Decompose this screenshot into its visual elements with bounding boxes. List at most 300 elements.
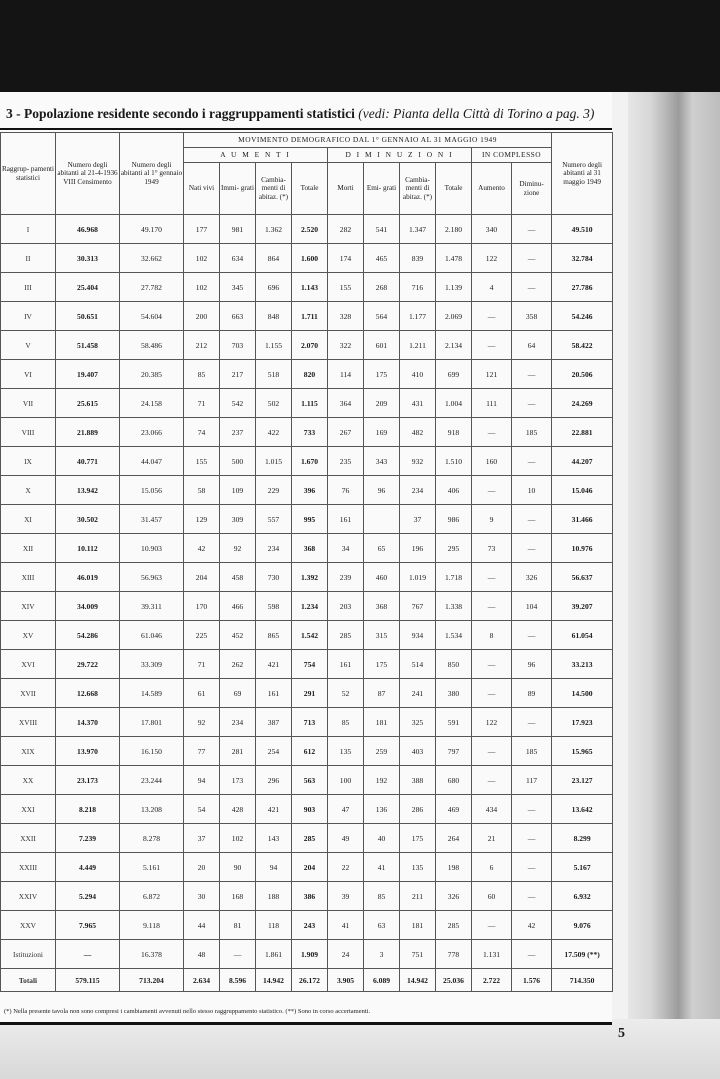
cell-aum: —: [472, 331, 512, 360]
cell-cin: 118: [256, 911, 292, 940]
cell-tin: 1.234: [292, 592, 328, 621]
cell-tout: 1.510: [436, 447, 472, 476]
cell-aum: 60: [472, 882, 512, 911]
cell-nati: 42: [184, 534, 220, 563]
cell-tin: 285: [292, 824, 328, 853]
cell-tin: 291: [292, 679, 328, 708]
cell-morti: 203: [328, 592, 364, 621]
cell-immi: —: [220, 940, 256, 969]
cell-tin: 1.909: [292, 940, 328, 969]
header-total-out: Totale: [436, 163, 472, 215]
cell-immi: 542: [220, 389, 256, 418]
cell-nati: 77: [184, 737, 220, 766]
cell-aum: 4: [472, 273, 512, 302]
cell-morti: 49: [328, 824, 364, 853]
table-row: [1, 737, 613, 766]
cell-cin: 1.015: [256, 447, 292, 476]
cell-p36: 14.370: [56, 708, 120, 737]
header-increase: Aumento: [472, 163, 512, 215]
cell-pend: 20.506: [552, 360, 613, 389]
cell-area: Istituzioni: [1, 940, 56, 969]
table-row: [1, 505, 613, 534]
cell-area: XVIII: [1, 708, 56, 737]
cell-area: XI: [1, 505, 56, 534]
cell-p36: 46.968: [56, 215, 120, 244]
cell-tin: 563: [292, 766, 328, 795]
cell-dim: 1.576: [512, 969, 552, 992]
cell-immi: 281: [220, 737, 256, 766]
cell-pend: 15.046: [552, 476, 613, 505]
cell-aum: 2.722: [472, 969, 512, 992]
cell-cin: 1.362: [256, 215, 292, 244]
cell-pend: 14.500: [552, 679, 613, 708]
cell-tout: 326: [436, 882, 472, 911]
cell-area: I: [1, 215, 56, 244]
cell-p36: 50.651: [56, 302, 120, 331]
cell-dim: 104: [512, 592, 552, 621]
cell-morti: 135: [328, 737, 364, 766]
header-total-in: Totale: [292, 163, 328, 215]
cell-nati: 58: [184, 476, 220, 505]
header-deaths: Morti: [328, 163, 364, 215]
cell-morti: 364: [328, 389, 364, 418]
cell-pend: 8.299: [552, 824, 613, 853]
cell-tout: 2.069: [436, 302, 472, 331]
cell-emi: 175: [364, 360, 400, 389]
cell-area: XXIII: [1, 853, 56, 882]
cell-emi: 259: [364, 737, 400, 766]
cell-cout: 1.211: [400, 331, 436, 360]
title-rule: [0, 128, 612, 130]
cell-immi: 8.596: [220, 969, 256, 992]
cell-nati: 37: [184, 824, 220, 853]
cell-tin: 612: [292, 737, 328, 766]
cell-pend: 27.786: [552, 273, 613, 302]
cell-pend: 5.167: [552, 853, 613, 882]
cell-tout: 680: [436, 766, 472, 795]
header-changes-out: Cambia- menti di abitaz. (*): [400, 163, 436, 215]
cell-dim: —: [512, 273, 552, 302]
cell-nati: 129: [184, 505, 220, 534]
cell-pend: 6.932: [552, 882, 613, 911]
cell-morti: 328: [328, 302, 364, 331]
cell-p36: 25.404: [56, 273, 120, 302]
cell-dim: 64: [512, 331, 552, 360]
cell-emi: 368: [364, 592, 400, 621]
cell-emi: 63: [364, 911, 400, 940]
cell-tout: 1.004: [436, 389, 472, 418]
cell-tin: 386: [292, 882, 328, 911]
cell-p49: 23.244: [120, 766, 184, 795]
cell-cout: 196: [400, 534, 436, 563]
cell-area: IV: [1, 302, 56, 331]
cell-tin: 820: [292, 360, 328, 389]
cell-morti: 41: [328, 911, 364, 940]
cell-tin: 995: [292, 505, 328, 534]
cell-morti: 85: [328, 708, 364, 737]
cell-tout: 1.139: [436, 273, 472, 302]
cell-nati: 30: [184, 882, 220, 911]
cell-emi: 3: [364, 940, 400, 969]
cell-p49: 44.047: [120, 447, 184, 476]
cell-immi: 69: [220, 679, 256, 708]
cell-p36: —: [56, 940, 120, 969]
cell-p36: 30.502: [56, 505, 120, 534]
cell-immi: 234: [220, 708, 256, 737]
cell-p36: 12.668: [56, 679, 120, 708]
cell-p36: 23.173: [56, 766, 120, 795]
cell-emi: 192: [364, 766, 400, 795]
table-row: [1, 447, 613, 476]
cell-p36: 5.294: [56, 882, 120, 911]
cell-pend: 32.784: [552, 244, 613, 273]
table-row: [1, 215, 613, 244]
cell-p36: 51.458: [56, 331, 120, 360]
cell-p36: 7.239: [56, 824, 120, 853]
cell-dim: —: [512, 621, 552, 650]
cell-dim: —: [512, 505, 552, 534]
cell-p49: 56.963: [120, 563, 184, 592]
cell-p36: 29.722: [56, 650, 120, 679]
cell-pend: 22.881: [552, 418, 613, 447]
cell-area: XIII: [1, 563, 56, 592]
cell-aum: 9: [472, 505, 512, 534]
cell-p36: 4.449: [56, 853, 120, 882]
cell-tout: 285: [436, 911, 472, 940]
cell-nati: 170: [184, 592, 220, 621]
cell-nati: 48: [184, 940, 220, 969]
cell-immi: 217: [220, 360, 256, 389]
cell-cout: 286: [400, 795, 436, 824]
cell-tin: 2.520: [292, 215, 328, 244]
cell-emi: 96: [364, 476, 400, 505]
cell-morti: 239: [328, 563, 364, 592]
cell-p49: 6.872: [120, 882, 184, 911]
cell-morti: 3.905: [328, 969, 364, 992]
cell-area: XIX: [1, 737, 56, 766]
header-pop-1949: Numero degli abitanti al 1° gennaio 1949: [120, 133, 184, 215]
cell-cin: 864: [256, 244, 292, 273]
cell-pend: 39.207: [552, 592, 613, 621]
header-increases: A U M E N T I: [184, 148, 328, 163]
cell-morti: 161: [328, 505, 364, 534]
cell-p49: 24.158: [120, 389, 184, 418]
table-row: [1, 534, 613, 563]
cell-p49: 49.170: [120, 215, 184, 244]
header-movement: MOVIMENTO DEMOGRAFICO DAL 1° GENNAIO AL 31 MAGGIO 1949: [184, 133, 552, 148]
cell-morti: 155: [328, 273, 364, 302]
cell-emi: 601: [364, 331, 400, 360]
table-row: [1, 621, 613, 650]
cell-dim: 358: [512, 302, 552, 331]
cell-p36: 34.009: [56, 592, 120, 621]
cell-cin: 143: [256, 824, 292, 853]
cell-tout: 380: [436, 679, 472, 708]
cell-tout: 25.036: [436, 969, 472, 992]
cell-p36: 579.115: [56, 969, 120, 992]
table-row: [1, 476, 613, 505]
cell-emi: [364, 505, 400, 534]
cell-aum: —: [472, 650, 512, 679]
cell-area: IX: [1, 447, 56, 476]
cell-cout: 1.347: [400, 215, 436, 244]
cell-area: XXV: [1, 911, 56, 940]
scan-page-edge: [628, 92, 720, 1079]
cell-cin: 234: [256, 534, 292, 563]
cell-pend: 15.965: [552, 737, 613, 766]
cell-nati: 2.634: [184, 969, 220, 992]
cell-p49: 20.385: [120, 360, 184, 389]
cell-pend: 58.422: [552, 331, 613, 360]
cell-cin: 254: [256, 737, 292, 766]
cell-tin: 26.172: [292, 969, 328, 992]
cell-pend: 13.642: [552, 795, 613, 824]
cell-morti: 114: [328, 360, 364, 389]
cell-pend: 714.350: [552, 969, 613, 992]
cell-cout: 403: [400, 737, 436, 766]
cell-tin: 754: [292, 650, 328, 679]
document-page: [0, 92, 612, 1025]
totals-row: [1, 969, 613, 992]
header-area: Raggrup- pamenti statistici: [1, 133, 56, 215]
cell-cout: 767: [400, 592, 436, 621]
cell-cin: 696: [256, 273, 292, 302]
cell-morti: 39: [328, 882, 364, 911]
cell-tin: 733: [292, 418, 328, 447]
cell-dim: 117: [512, 766, 552, 795]
cell-area: XV: [1, 621, 56, 650]
cell-immi: 90: [220, 853, 256, 882]
cell-cin: 229: [256, 476, 292, 505]
cell-p49: 17.801: [120, 708, 184, 737]
cell-pend: 49.510: [552, 215, 613, 244]
cell-cout: 431: [400, 389, 436, 418]
table-row: [1, 882, 613, 911]
cell-immi: 458: [220, 563, 256, 592]
cell-morti: 47: [328, 795, 364, 824]
table-row: [1, 766, 613, 795]
cell-pend: 54.246: [552, 302, 613, 331]
cell-cout: 135: [400, 853, 436, 882]
cell-emi: 315: [364, 621, 400, 650]
cell-dim: —: [512, 215, 552, 244]
cell-aum: 21: [472, 824, 512, 853]
table-row: [1, 360, 613, 389]
cell-cout: 934: [400, 621, 436, 650]
table-row: [1, 795, 613, 824]
cell-emi: 564: [364, 302, 400, 331]
cell-tin: 713: [292, 708, 328, 737]
cell-area: VII: [1, 389, 56, 418]
cell-tin: 368: [292, 534, 328, 563]
cell-pend: 61.054: [552, 621, 613, 650]
cell-tin: 903: [292, 795, 328, 824]
cell-morti: 100: [328, 766, 364, 795]
cell-immi: 452: [220, 621, 256, 650]
cell-cin: 848: [256, 302, 292, 331]
population-table: [0, 132, 613, 992]
cell-nati: 92: [184, 708, 220, 737]
cell-area: II: [1, 244, 56, 273]
cell-morti: 161: [328, 650, 364, 679]
cell-immi: 466: [220, 592, 256, 621]
cell-emi: 85: [364, 882, 400, 911]
table-row: [1, 389, 613, 418]
cell-cout: 482: [400, 418, 436, 447]
cell-dim: —: [512, 824, 552, 853]
cell-p49: 8.278: [120, 824, 184, 853]
cell-dim: 42: [512, 911, 552, 940]
cell-tin: 1.115: [292, 389, 328, 418]
header-emigrants: Emi- grati: [364, 163, 400, 215]
cell-tout: 797: [436, 737, 472, 766]
cell-p49: 9.118: [120, 911, 184, 940]
cell-emi: 169: [364, 418, 400, 447]
cell-aum: —: [472, 679, 512, 708]
cell-cin: 557: [256, 505, 292, 534]
table-row: [1, 273, 613, 302]
cell-immi: 663: [220, 302, 256, 331]
cell-cin: 161: [256, 679, 292, 708]
cell-p36: 25.615: [56, 389, 120, 418]
cell-aum: 122: [472, 708, 512, 737]
table-row: [1, 592, 613, 621]
cell-nati: 102: [184, 273, 220, 302]
cell-cin: 1.155: [256, 331, 292, 360]
cell-morti: 174: [328, 244, 364, 273]
cell-immi: 500: [220, 447, 256, 476]
cell-pend: 33.213: [552, 650, 613, 679]
table-row: [1, 331, 613, 360]
cell-nati: 74: [184, 418, 220, 447]
cell-morti: 76: [328, 476, 364, 505]
cell-emi: 209: [364, 389, 400, 418]
cell-tout: 1.338: [436, 592, 472, 621]
cell-cin: 518: [256, 360, 292, 389]
cell-tout: 406: [436, 476, 472, 505]
cell-tout: 778: [436, 940, 472, 969]
cell-aum: 160: [472, 447, 512, 476]
cell-cin: 730: [256, 563, 292, 592]
cell-cin: 598: [256, 592, 292, 621]
cell-area: III: [1, 273, 56, 302]
cell-cout: 751: [400, 940, 436, 969]
cell-cout: 410: [400, 360, 436, 389]
cell-dim: 326: [512, 563, 552, 592]
cell-p36: 40.771: [56, 447, 120, 476]
cell-p49: 27.782: [120, 273, 184, 302]
cell-tout: 918: [436, 418, 472, 447]
cell-cout: 14.942: [400, 969, 436, 992]
title-note: (vedi: Pianta della Città di Torino a pag. 3): [358, 106, 595, 121]
cell-tout: 2.134: [436, 331, 472, 360]
cell-immi: 109: [220, 476, 256, 505]
cell-p49: 713.204: [120, 969, 184, 992]
cell-tout: 295: [436, 534, 472, 563]
cell-emi: 460: [364, 563, 400, 592]
cell-tin: 204: [292, 853, 328, 882]
cell-cout: 932: [400, 447, 436, 476]
cell-aum: —: [472, 592, 512, 621]
cell-tout: 264: [436, 824, 472, 853]
cell-cout: 1.177: [400, 302, 436, 331]
cell-aum: —: [472, 563, 512, 592]
cell-cout: 234: [400, 476, 436, 505]
cell-pend: 9.076: [552, 911, 613, 940]
cell-aum: 434: [472, 795, 512, 824]
cell-p49: 10.903: [120, 534, 184, 563]
cell-p49: 13.208: [120, 795, 184, 824]
cell-tout: 699: [436, 360, 472, 389]
table-row: [1, 708, 613, 737]
cell-nati: 212: [184, 331, 220, 360]
cell-tout: 1.718: [436, 563, 472, 592]
cell-tin: 243: [292, 911, 328, 940]
scan-dark-border: [0, 0, 720, 92]
cell-tin: 1.542: [292, 621, 328, 650]
cell-aum: 6: [472, 853, 512, 882]
cell-tin: 396: [292, 476, 328, 505]
cell-area: V: [1, 331, 56, 360]
cell-pend: 10.976: [552, 534, 613, 563]
cell-p49: 31.457: [120, 505, 184, 534]
cell-nati: 155: [184, 447, 220, 476]
cell-tin: 1.143: [292, 273, 328, 302]
cell-tin: 1.670: [292, 447, 328, 476]
cell-cout: 388: [400, 766, 436, 795]
cell-nati: 102: [184, 244, 220, 273]
cell-morti: 285: [328, 621, 364, 650]
cell-area: XXI: [1, 795, 56, 824]
table-row: [1, 679, 613, 708]
cell-aum: 122: [472, 244, 512, 273]
cell-nati: 61: [184, 679, 220, 708]
header-overall: IN COMPLESSO: [472, 148, 552, 163]
cell-p49: 5.161: [120, 853, 184, 882]
cell-nati: 71: [184, 389, 220, 418]
cell-dim: 10: [512, 476, 552, 505]
cell-p36: 30.313: [56, 244, 120, 273]
header-births: Nati vivi: [184, 163, 220, 215]
cell-p49: 33.309: [120, 650, 184, 679]
cell-tin: 1.392: [292, 563, 328, 592]
header-decreases: D I M I N U Z I O N I: [328, 148, 472, 163]
cell-cin: 296: [256, 766, 292, 795]
cell-area: XIV: [1, 592, 56, 621]
cell-tout: 591: [436, 708, 472, 737]
cell-aum: 340: [472, 215, 512, 244]
table-row: [1, 650, 613, 679]
cell-dim: —: [512, 708, 552, 737]
cell-p36: 21.889: [56, 418, 120, 447]
cell-cout: 181: [400, 911, 436, 940]
cell-emi: 136: [364, 795, 400, 824]
cell-pend: 44.207: [552, 447, 613, 476]
cell-emi: 6.089: [364, 969, 400, 992]
cell-cout: 514: [400, 650, 436, 679]
cell-aum: 73: [472, 534, 512, 563]
cell-tout: 850: [436, 650, 472, 679]
cell-nati: 200: [184, 302, 220, 331]
cell-p36: 13.970: [56, 737, 120, 766]
table-row: [1, 418, 613, 447]
cell-cin: 502: [256, 389, 292, 418]
cell-nati: 204: [184, 563, 220, 592]
cell-tout: 469: [436, 795, 472, 824]
cell-morti: 322: [328, 331, 364, 360]
cell-dim: —: [512, 244, 552, 273]
footnote: (*) Nella presente tavola non sono compresi i cambiamenti avvenuti nello stesso raggruppamento statistico. (**) Sono in corso accertamenti.: [4, 1008, 371, 1015]
